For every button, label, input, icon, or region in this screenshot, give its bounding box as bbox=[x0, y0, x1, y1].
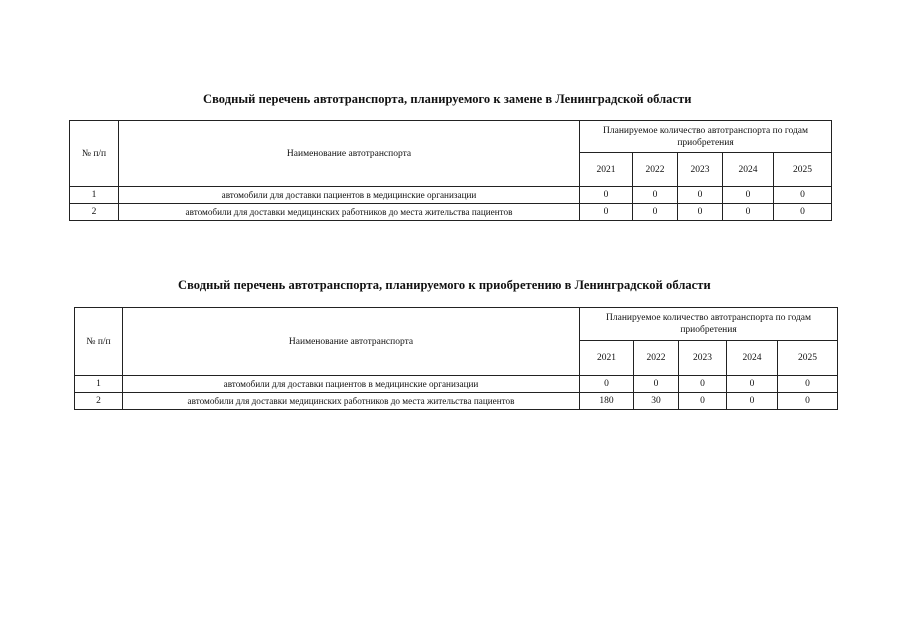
row-value: 0 bbox=[679, 376, 727, 393]
row-number: 1 bbox=[75, 376, 123, 393]
table-row bbox=[75, 393, 838, 410]
row-value: 180 bbox=[580, 393, 634, 410]
header-year: 2021 bbox=[580, 341, 634, 376]
table-2-title: Сводный перечень автотранспорта, планируемого к приобретению в Ленинградской области bbox=[178, 278, 711, 292]
header-year: 2024 bbox=[723, 153, 774, 187]
header-year: 2023 bbox=[679, 341, 727, 376]
header-name: Наименование автотранспорта bbox=[123, 308, 580, 376]
row-number: 2 bbox=[70, 204, 119, 221]
header-year: 2025 bbox=[774, 153, 832, 187]
row-value: 0 bbox=[634, 376, 679, 393]
header-year: 2022 bbox=[634, 341, 679, 376]
header-name: Наименование автотранспорта bbox=[119, 121, 580, 187]
row-value: 0 bbox=[678, 204, 723, 221]
row-value: 30 bbox=[634, 393, 679, 410]
row-value: 0 bbox=[580, 204, 633, 221]
row-name: автомобили для доставки пациентов в медицинские организации bbox=[123, 376, 580, 393]
row-name: автомобили для доставки медицинских работников до места жительства пациентов bbox=[119, 204, 580, 221]
row-value: 0 bbox=[778, 393, 838, 410]
header-year: 2021 bbox=[580, 153, 633, 187]
row-value: 0 bbox=[774, 187, 832, 204]
row-value: 0 bbox=[580, 376, 634, 393]
row-value: 0 bbox=[774, 204, 832, 221]
table-1-title: Сводный перечень автотранспорта, планируемого к замене в Ленинградской области bbox=[203, 92, 692, 106]
row-value: 0 bbox=[678, 187, 723, 204]
header-planned-quantity: Планируемое количество автотранспорта по годам приобретения bbox=[580, 308, 838, 341]
header-planned-quantity: Планируемое количество автотранспорта по годам приобретения bbox=[580, 121, 832, 153]
row-value: 0 bbox=[778, 376, 838, 393]
replacement-table bbox=[69, 120, 832, 221]
row-value: 0 bbox=[633, 187, 678, 204]
row-value: 0 bbox=[633, 204, 678, 221]
row-value: 0 bbox=[580, 187, 633, 204]
row-value: 0 bbox=[723, 204, 774, 221]
purchase-table bbox=[74, 307, 838, 410]
row-value: 0 bbox=[727, 393, 778, 410]
row-name: автомобили для доставки медицинских работников до места жительства пациентов bbox=[123, 393, 580, 410]
row-number: 1 bbox=[70, 187, 119, 204]
header-year: 2023 bbox=[678, 153, 723, 187]
header-year: 2024 bbox=[727, 341, 778, 376]
table-row bbox=[70, 187, 832, 204]
header-num: № п/п bbox=[75, 308, 123, 376]
table-row bbox=[75, 376, 838, 393]
row-value: 0 bbox=[679, 393, 727, 410]
table-row bbox=[70, 204, 832, 221]
row-value: 0 bbox=[727, 376, 778, 393]
row-number: 2 bbox=[75, 393, 123, 410]
header-year: 2025 bbox=[778, 341, 838, 376]
row-name: автомобили для доставки пациентов в медицинские организации bbox=[119, 187, 580, 204]
header-year: 2022 bbox=[633, 153, 678, 187]
header-num: № п/п bbox=[70, 121, 119, 187]
row-value: 0 bbox=[723, 187, 774, 204]
